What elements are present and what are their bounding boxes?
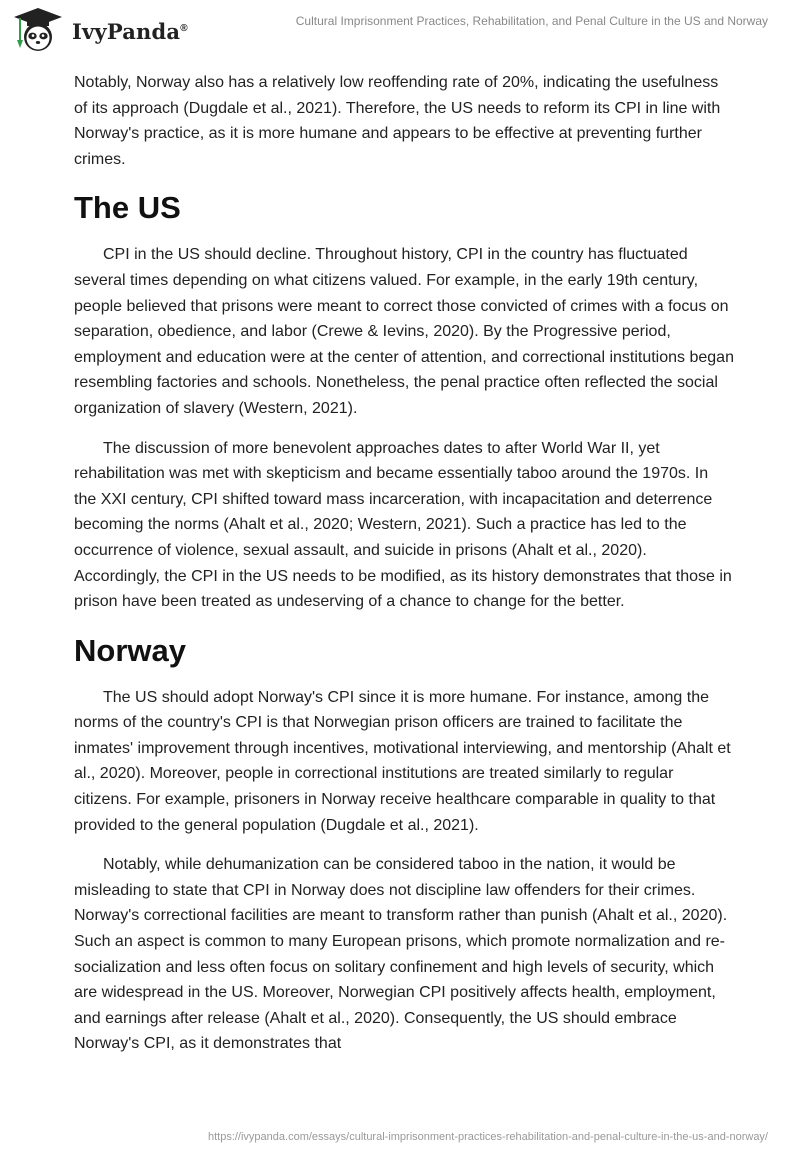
us-paragraph-2: The discussion of more benevolent approaches dates to after World War II, yet rehabilitation was met with skepticism and became essentially taboo around the 1970s. In the XXI century, CPI shifted toward mass incarceration, with incapacitation and deterrence becoming the norms (Ahalt et al., 2020; Western, 2021). Such a practice has led to the occurrence of violence, sexual assault, and suicide in prisons (Ahalt et al., 2020). Accordingly, the CPI in the US needs to be modified, as its history demonstrates that those in prison have been treated as undeserving of a chance to change for the better. — [74, 439, 732, 611]
intro-paragraph: Notably, Norway also has a relatively low reoffending rate of 20%, indicating the usefulness of its approach (Dugdale et al., 2021). Therefore, the US needs to reform its CPI in line with Norway's practice, as it is more humane and appears to be effective at preventing further crimes. — [74, 74, 721, 168]
source-url[interactable]: https://ivypanda.com/essays/cultural-imprisonment-practices-rehabilitation-and-penal-culture-in-the-us-and-norway/ — [207, 1131, 768, 1143]
page-header — [0, 0, 800, 60]
section-heading-norway: Norway — [74, 632, 186, 668]
us-paragraph-1: CPI in the US should decline. Throughout history, CPI in the country has fluctuated several times depending on what citizens valued. For example, in the early 19th century, people believed that prisons were meant to correct those convicted of crimes with a focus on separation, obedience, and labor (Crewe & Ievins, 2020). By the Progressive period, employment and education were at the center of attention, and correctional institutions began resembling factories and schools. Nonetheless, the penal practice often reflected the social organization of slavery (Western, 2021). — [74, 246, 734, 417]
ivypanda-logo[interactable] — [12, 6, 188, 54]
norway-paragraph-2: Notably, while dehumanization can be considered taboo in the nation, it would be misleading to state that CPI in Norway does not discipline law offenders for their crimes. Norway's correctional facilities are meant to transform rather than punish (Ahalt et al., 2020). Such an aspect is common to many European prisons, which promote normalization and re-socialization and less often focus on solitary confinement and high levels of security, which are widespread in the US. Moreover, Norwegian CPI positively affects health, employment, and earnings after release (Ahalt et al., 2020). Consequently, the US should embrace Norway's CPI, as it demonstrates that — [74, 856, 728, 1053]
logo-text: IvyPanda® — [72, 18, 188, 44]
panda-graduation-cap-icon — [12, 6, 64, 54]
document-title: Cultural Imprisonment Practices, Rehabilitation, and Penal Culture in the US and Norway — [295, 14, 768, 28]
essay-content — [74, 70, 734, 1071]
section-heading-us: The US — [74, 190, 181, 226]
norway-paragraph-1: The US should adopt Norway's CPI since it is more humane. For instance, among the norms of the country's CPI is that Norwegian prison officers are trained to facilitate the inmates' improvement through incentives, motivational interviewing, and mentorship (Ahalt et al., 2020). Moreover, people in correctional institutions are treated similarly to regular citizens. For example, prisoners in Norway receive healthcare comparable in quality to that provided to the general population (Dugdale et al., 2021). — [74, 688, 731, 834]
